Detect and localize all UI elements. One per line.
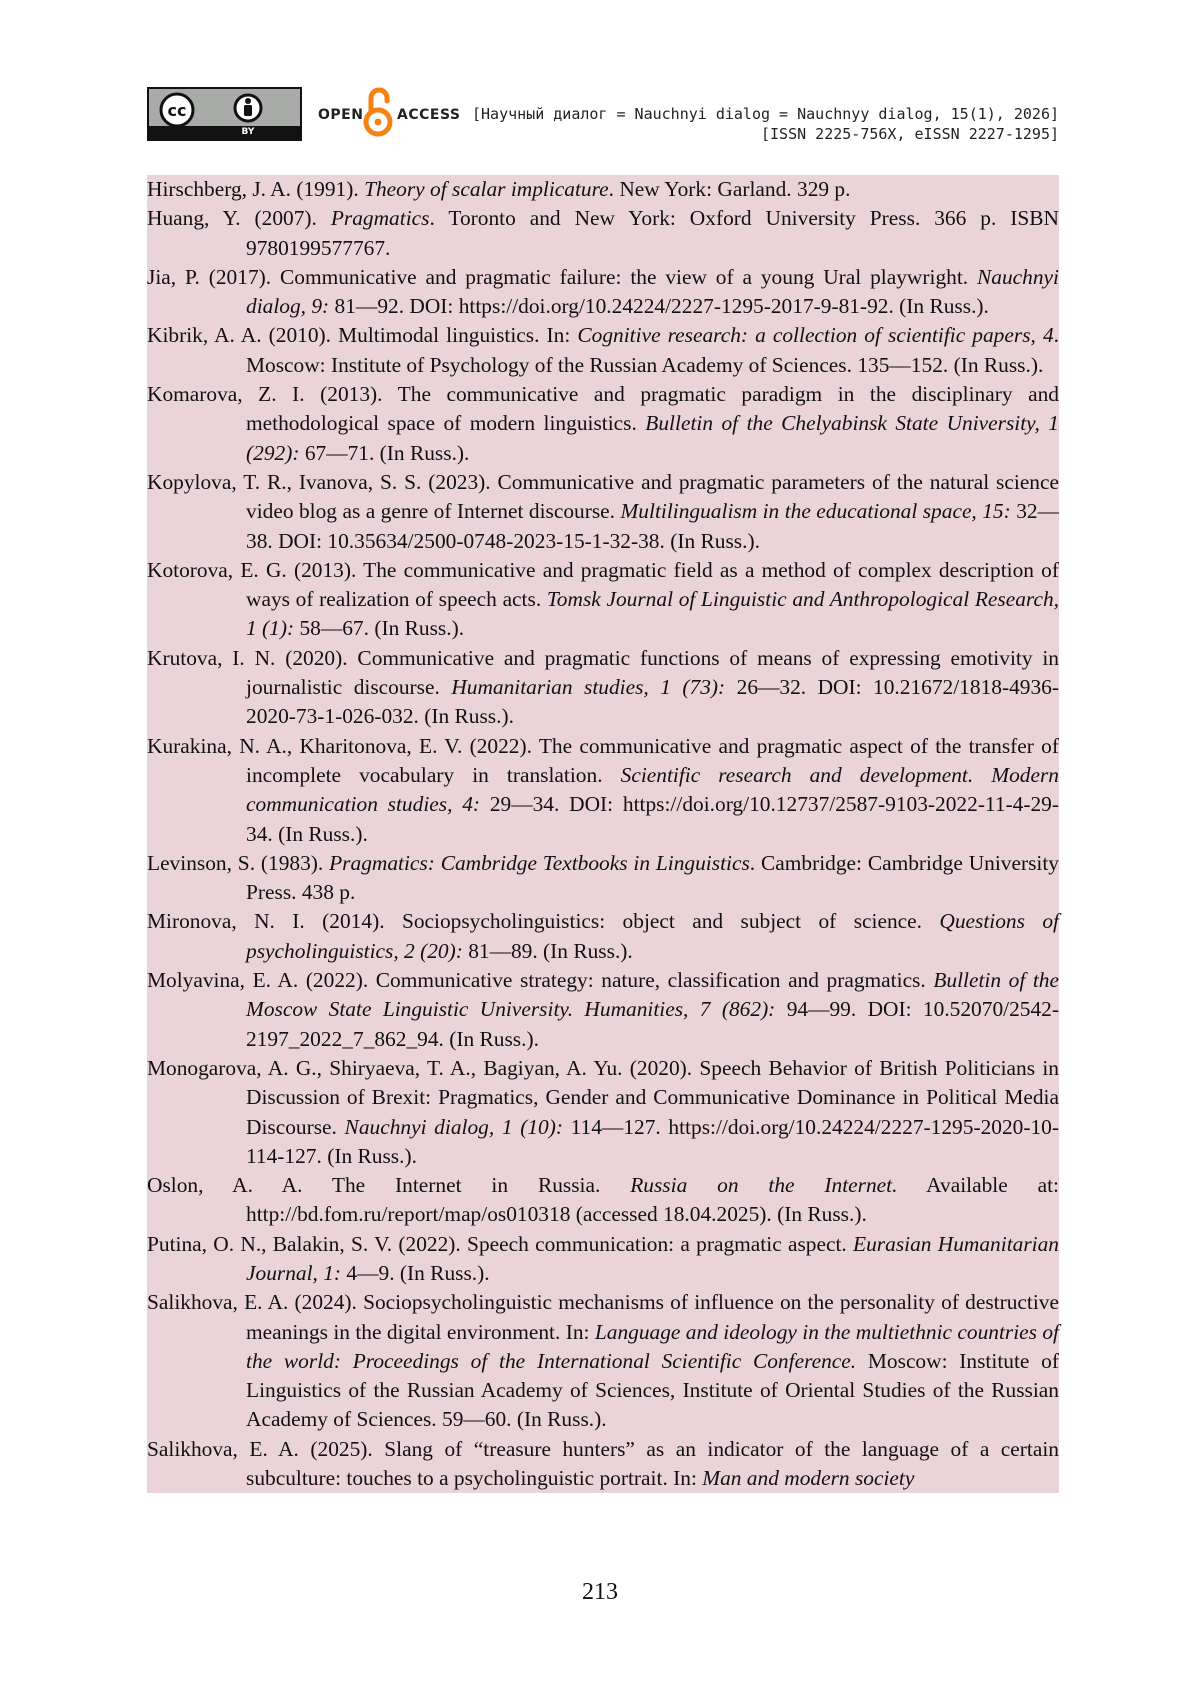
reference-source-title: Bulletin of the Chelyabinsk State University, 1 (292): xyxy=(246,411,1059,465)
open-access-lock-icon xyxy=(363,86,393,138)
reference-entry xyxy=(147,644,1059,732)
reference-entry xyxy=(147,1171,1059,1230)
reference-details: 58—67. (In Russ.). xyxy=(294,616,465,641)
reference-details: . Moscow: Institute of Psychology of the Russian Academy of Sciences. 135—152. (In Russ.). xyxy=(246,323,1059,377)
reference-entry xyxy=(147,380,1059,468)
reference-text: Kurakina, N. A., Kharitonova, E. V. (2022). The communicative and pragmatic aspect of the transfer of incomplete vocabulary in translation. xyxy=(147,733,1059,787)
reference-entry xyxy=(147,1435,1059,1494)
reference-text: Kibrik, A. A. (2010). Multimodal linguistics. In: xyxy=(147,323,578,348)
journal-header xyxy=(472,104,1059,144)
reference-details: 81—89. (In Russ.). xyxy=(462,938,633,963)
open-access-label-open: OPEN xyxy=(318,107,364,123)
reference-entry xyxy=(147,175,1059,204)
reference-text: Hirschberg, J. A. (1991). xyxy=(147,177,365,201)
reference-text: Oslon, A. A. The Internet in Russia. xyxy=(147,1173,631,1198)
reference-text: Mironova, N. I. (2014). Sociopsycholinguistics: object and subject of science. xyxy=(147,909,940,934)
reference-details: 26—32. DOI: 10.21672/1818-4936-2020-73-1-026-032. (In Russ.). xyxy=(246,675,1059,729)
journal-citation-line: [Научный диалог = Nauchnyi dialog = Nauchnyy dialog, 15(1), 2026] xyxy=(472,105,1059,123)
reference-source-title: Bulletin of the Moscow State Linguistic University. Humanities, 7 (862): xyxy=(246,968,1059,1022)
reference-text: Komarova, Z. I. (2013). The communicative and pragmatic paradigm in the disciplinary and methodological space of modern linguistics. xyxy=(147,382,1059,436)
reference-text: Salikhova, E. A. (2025). Slang of “treasure hunters” as an indicator of the language of a certain subculture: touches to a psycholinguistic portrait. In: xyxy=(147,1436,1059,1491)
reference-entry xyxy=(147,556,1059,644)
reference-details: . New York: Garland. 329 p. xyxy=(608,177,851,201)
reference-entry xyxy=(147,204,1059,263)
reference-source-title: Cognitive research: a collection of scientific papers, 4 xyxy=(577,323,1054,348)
reference-entry xyxy=(147,966,1059,1054)
reference-source-title: Theory of scalar implicature xyxy=(364,177,609,201)
reference-text: Salikhova, E. A. (2024). Sociopsycholinguistic mechanisms of influence on the personality of destructive meanings in the digital environment. In: xyxy=(147,1290,1059,1344)
cc-by-license-badge xyxy=(147,87,302,141)
reference-source-title: Nauchnyi dialog, 1 (10): xyxy=(344,1114,563,1139)
reference-details: 81—92. DOI: https://doi.org/10.24224/2227-1295-2017-9-81-92. (In Russ.). xyxy=(329,294,989,319)
reference-text: Jia, P. (2017). Communicative and pragmatic failure: the view of a young Ural playwright. xyxy=(147,264,978,289)
reference-source-title: Eurasian Humanitarian Journal, 1: xyxy=(246,1231,1059,1285)
reference-details: 114—127. https://doi.org/10.24224/2227-1295-2020-10-114-127. (In Russ.). xyxy=(246,1114,1059,1168)
reference-entry xyxy=(147,321,1059,380)
reference-source-title: Language and ideology in the multiethnic countries of the world: Proceedings of the International Scientific Conference. xyxy=(246,1319,1060,1373)
reference-source-title: Tomsk Journal of Linguistic and Anthropological Research, 1 (1): xyxy=(246,587,1059,641)
svg-text:cc: cc xyxy=(167,101,187,120)
page-number: 213 xyxy=(582,1579,618,1605)
journal-issn-line: [ISSN 2225-756X, eISSN 2227-1295] xyxy=(760,125,1059,143)
reference-text: Putina, O. N., Balakin, S. V. (2022). Speech communication: a pragmatic aspect. xyxy=(147,1231,854,1256)
reference-text: Kotorova, E. G. (2013). The communicative and pragmatic field as a method of complex description of ways of realization of speech acts. xyxy=(147,557,1059,612)
reference-source-title: Pragmatics: Cambridge Textbooks in Linguistics xyxy=(329,850,750,875)
reference-details: 29—34. DOI: https://doi.org/10.12737/2587-9103-2022-11-4-29-34. (In Russ.). xyxy=(246,792,1059,846)
reference-details: 32—38. DOI: 10.35634/2500-0748-2023-15-1-32-38. (In Russ.). xyxy=(246,499,1060,553)
reference-source-title: Russia on the Internet. xyxy=(630,1173,898,1198)
reference-source-title: Man and modern society xyxy=(702,1466,915,1491)
cc-by-icons xyxy=(149,89,300,126)
reference-entry xyxy=(147,468,1059,556)
reference-source-title: Scientific research and development. Modern communication studies, 4: xyxy=(246,762,1059,817)
reference-source-title: Nauchnyi dialog, 9: xyxy=(246,264,1059,319)
reference-text: Krutova, I. N. (2020). Communicative and pragmatic functions of means of expressing emotivity in journalistic discourse. xyxy=(147,645,1059,700)
reference-details: 94—99. DOI: 10.52070/2542-2197_2022_7_862_94. (In Russ.). xyxy=(246,997,1059,1051)
cc-by-label-bar xyxy=(149,126,300,139)
open-access-label-access: ACCESS xyxy=(397,107,461,123)
reference-entry xyxy=(147,1054,1059,1171)
reference-details: Available at: http://bd.fom.ru/report/map/os010318 (accessed 18.04.2025). (In Russ.). xyxy=(246,1173,1059,1227)
reference-details: . Toronto and New York: Oxford University Press. 366 p. ISBN 9780199577767. xyxy=(246,206,1059,260)
reference-entry xyxy=(147,1230,1059,1289)
reference-entry xyxy=(147,907,1059,966)
reference-details: 4—9. (In Russ.). xyxy=(341,1260,490,1285)
reference-source-title: Questions of psycholinguistics, 2 (20): xyxy=(246,909,1059,963)
cc-by-label: BY xyxy=(241,127,255,137)
reference-text: Huang, Y. (2007). xyxy=(147,206,331,231)
reference-text: Kopylova, T. R., Ivanova, S. S. (2023). Communicative and pragmatic parameters of the natural science video blog as a genre of Internet discourse. xyxy=(147,469,1059,524)
reference-text: Monogarova, A. G., Shiryaeva, T. A., Bagiyan, A. Yu. (2020). Speech Behavior of British Politicians in Discussion of Brexit: Pragmatics, Gender and Communicative Dominance in Political Media Discourse. xyxy=(147,1055,1059,1139)
reference-details: . Cambridge: Cambridge University Press. 438 p. xyxy=(246,850,1060,905)
reference-list xyxy=(147,175,1059,1493)
reference-text: Levinson, S. (1983). xyxy=(147,850,330,875)
open-access-logo xyxy=(318,86,463,138)
reference-source-title: Multilingualism in the educational space, 15: xyxy=(620,499,1011,524)
reference-entry xyxy=(147,1288,1059,1434)
reference-details: Moscow: Institute of Linguistics of the Russian Academy of Sciences, Institute of Oriental Studies of the Russian Academy of Sciences. 59—60. (In Russ.). xyxy=(246,1348,1059,1432)
reference-details: 67—71. (In Russ.). xyxy=(299,440,470,465)
reference-source-title: Pragmatics xyxy=(330,206,430,231)
reference-source-title: Humanitarian studies, 1 (73): xyxy=(451,675,726,700)
reference-entry xyxy=(147,263,1059,322)
reference-entry xyxy=(147,732,1059,849)
reference-entry xyxy=(147,849,1059,908)
reference-text: Molyavina, E. A. (2022). Communicative strategy: nature, classification and pragmatics. xyxy=(147,968,934,993)
